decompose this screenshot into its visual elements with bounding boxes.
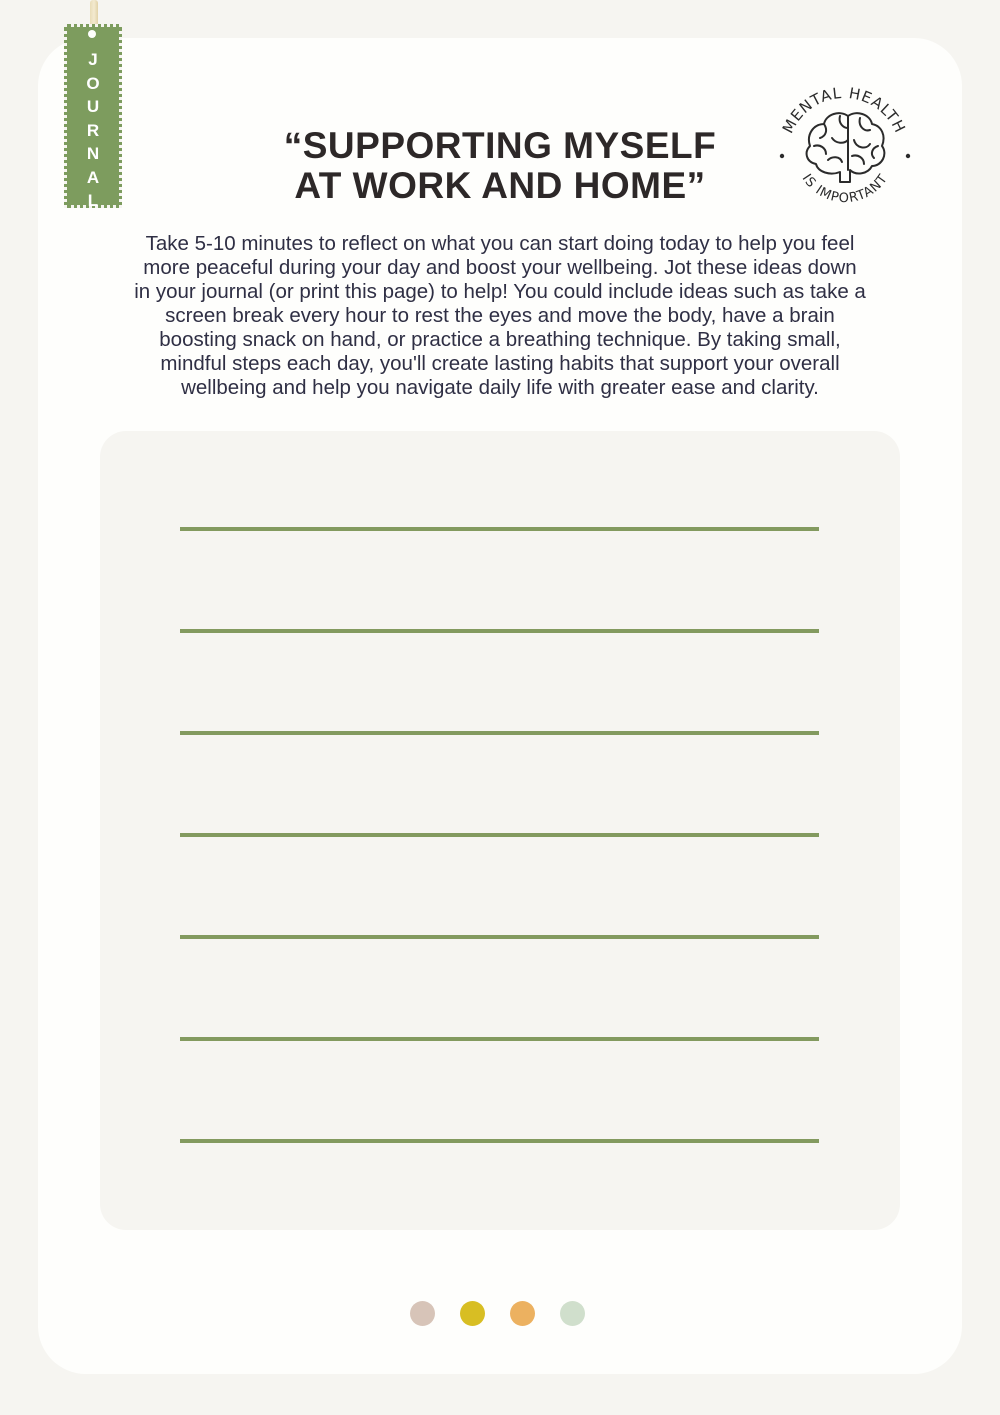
intro-line: boosting snack on hand, or practice a breathing technique. By taking small, [159,328,841,351]
journal-bookmark-tag [64,24,122,208]
decorative-dot [410,1301,435,1326]
writing-line [180,1139,819,1143]
mental-health-badge [770,84,918,224]
intro-line: wellbeing and help you navigate daily life with greater ease and clarity. [181,376,819,399]
intro-line: in your journal (or print this page) to help! You could include ideas such as take a [134,280,866,303]
decorative-dot [560,1301,585,1326]
title-line-2: AT WORK AND HOME” [294,165,706,206]
decorative-dot [460,1301,485,1326]
bookmark-letter: N [86,144,100,163]
page-title [200,126,800,206]
bookmark-letter: O [86,73,100,93]
intro-line: mindful steps each day, you'll create lasting habits that support your overall [160,352,840,375]
bookmark-letter: A [86,167,100,187]
color-dots [410,1301,585,1326]
bookmark-hole [88,30,96,38]
intro-line: more peaceful during your day and boost your wellbeing. Jot these ideas down [143,256,857,279]
writing-line [180,935,819,939]
badge-dot-left [780,154,784,158]
bookmark-letter: J [88,50,98,69]
title-line-1: “SUPPORTING MYSELF [283,125,717,166]
writing-line [180,527,819,531]
writing-line [180,1037,819,1041]
bookmark-label [64,48,122,213]
intro-line: screen break every hour to rest the eyes and move the body, have a brain [165,304,835,327]
intro-paragraph [60,232,940,400]
decorative-dot [510,1301,535,1326]
intro-line: Take 5-10 minutes to reflect on what you can start doing today to help you feel [145,232,855,255]
writing-line [180,731,819,735]
bookmark-letter: U [86,97,100,116]
brain-icon [807,113,885,182]
writing-line [180,629,819,633]
bookmark-letter: L [87,191,99,210]
writing-panel[interactable] [100,431,900,1230]
writing-line [180,833,819,837]
badge-bottom-text: IS IMPORTANT [798,171,892,207]
bookmark-letter: R [86,120,100,140]
badge-dot-right [906,154,910,158]
badge-top-text: MENTAL HEALTH [778,84,910,137]
